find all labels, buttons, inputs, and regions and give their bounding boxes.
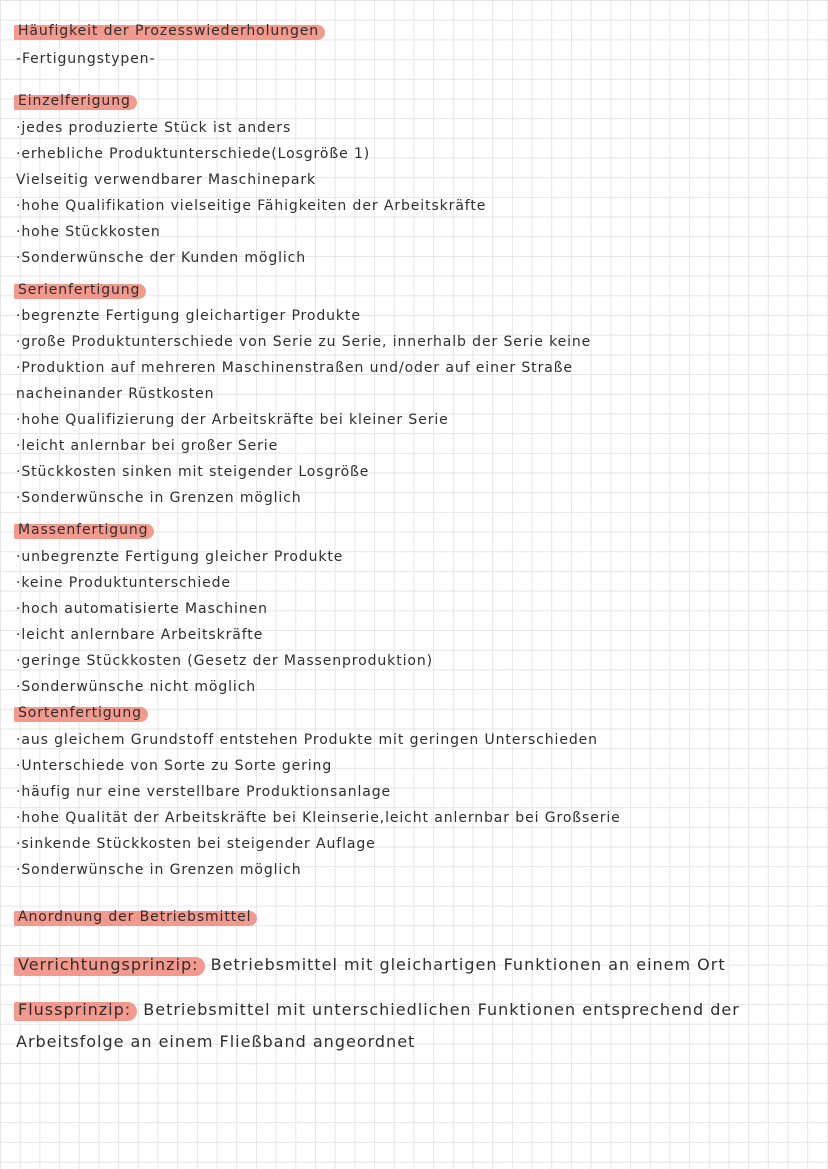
heading-line-einzel bbox=[16, 92, 137, 110]
section-heading-anordnung: Anordnung der Betriebsmittel bbox=[16, 908, 257, 926]
flussprinzip-term: Flussprinzip: bbox=[16, 999, 137, 1021]
list-item: nacheinander Rüstkosten bbox=[16, 386, 215, 402]
heading-line-serie bbox=[16, 281, 146, 299]
list-item: ·Stückkosten sinken mit steigender Losgröße bbox=[16, 464, 370, 480]
list-item: ·geringe Stückkosten (Gesetz der Massenproduktion) bbox=[16, 653, 433, 669]
flussprinzip-line-2: Arbeitsfolge an einem Fließband angeordnet bbox=[16, 1032, 416, 1051]
list-item: ·jedes produzierte Stück ist anders bbox=[16, 120, 292, 136]
verrichtungsprinzip-text: Betriebsmittel mit gleichartigen Funktionen an einem Ort bbox=[204, 955, 726, 974]
page-subtitle: -Fertigungstypen- bbox=[16, 51, 156, 67]
section-heading-serienfertigung: Serienfertigung bbox=[16, 281, 146, 299]
list-item: ·häufig nur eine verstellbare Produktionsanlage bbox=[16, 784, 392, 800]
verrichtungsprinzip-line bbox=[16, 954, 726, 976]
list-item: ·Sonderwünsche in Grenzen möglich bbox=[16, 490, 302, 506]
list-item: ·leicht anlernbare Arbeitskräfte bbox=[16, 627, 264, 643]
heading-line-masse bbox=[16, 521, 154, 539]
page-title-line bbox=[16, 22, 325, 40]
list-item: ·große Produktunterschiede von Serie zu Serie, innerhalb der Serie keine bbox=[16, 334, 592, 350]
list-item: ·aus gleichem Grundstoff entstehen Produkte mit geringen Unterschieden bbox=[16, 732, 598, 748]
list-item: ·erhebliche Produktunterschiede(Losgröße 1) bbox=[16, 146, 371, 162]
section-heading-einzelfertigung: Einzelferigung bbox=[16, 92, 137, 110]
list-item: ·Sonderwünsche der Kunden möglich bbox=[16, 250, 307, 266]
list-item: Vielseitig verwendbarer Maschinepark bbox=[16, 172, 317, 188]
list-item: ·hoch automatisierte Maschinen bbox=[16, 601, 268, 617]
list-item: ·unbegrenzte Fertigung gleicher Produkte bbox=[16, 549, 344, 565]
list-item: ·leicht anlernbar bei großer Serie bbox=[16, 438, 279, 454]
list-item: ·hohe Stückkosten bbox=[16, 224, 161, 240]
list-item: ·hohe Qualifizierung der Arbeitskräfte bei kleiner Serie bbox=[16, 412, 449, 428]
list-item: ·begrenzte Fertigung gleichartiger Produkte bbox=[16, 308, 361, 324]
section-heading-sortenfertigung: Sortenfertigung bbox=[16, 704, 148, 722]
heading-line-sorte bbox=[16, 704, 148, 722]
list-item: ·Sonderwünsche nicht möglich bbox=[16, 679, 257, 695]
flussprinzip-line bbox=[16, 999, 740, 1021]
list-item: ·Produktion auf mehreren Maschinenstraßen und/oder auf einer Straße bbox=[16, 360, 573, 376]
section-heading-massenfertigung: Massenfertigung bbox=[16, 521, 154, 539]
verrichtungsprinzip-term: Verrichtungsprinzip: bbox=[16, 954, 205, 976]
list-item: ·Unterschiede von Sorte zu Sorte gering bbox=[16, 758, 333, 774]
page-title: Häufigkeit der Prozesswiederholungen bbox=[16, 22, 325, 40]
list-item: ·hohe Qualität der Arbeitskräfte bei Kleinserie,leicht anlernbar bei Großserie bbox=[16, 810, 621, 826]
heading-line-anordnung bbox=[16, 908, 257, 926]
list-item: ·Sonderwünsche in Grenzen möglich bbox=[16, 862, 302, 878]
list-item: ·sinkende Stückkosten bei steigender Auflage bbox=[16, 836, 376, 852]
list-item: ·hohe Qualifikation vielseitige Fähigkeiten der Arbeitskräfte bbox=[16, 198, 487, 214]
list-item: ·keine Produktunterschiede bbox=[16, 575, 231, 591]
flussprinzip-text: Betriebsmittel mit unterschiedlichen Funktionen entsprechend der bbox=[137, 1000, 740, 1019]
